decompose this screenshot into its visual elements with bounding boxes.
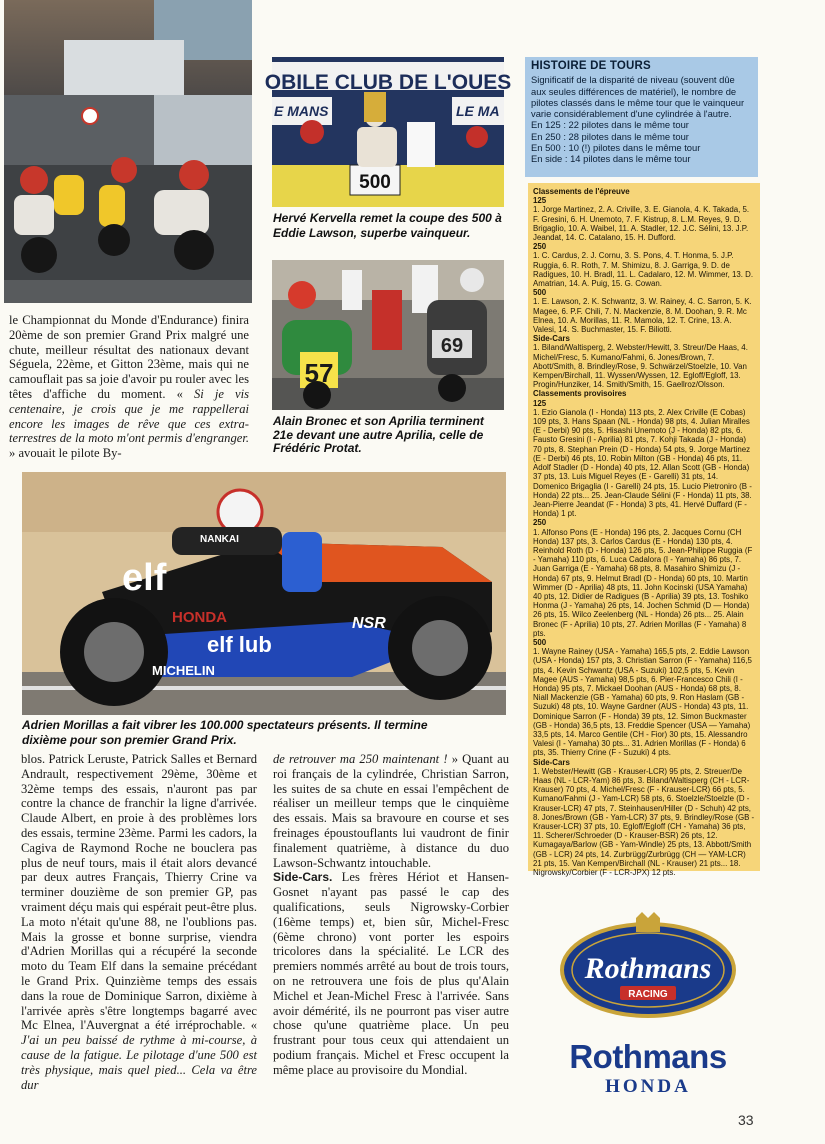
page-number: 33 — [738, 1112, 754, 1128]
podium-number: 500 — [359, 172, 391, 193]
podium-banner-right: LE MA — [456, 103, 500, 119]
standings-sidecars-head: Side-Cars — [533, 757, 570, 767]
rothmans-racing-badge — [558, 912, 738, 1020]
standings-250-head: 250 — [533, 518, 547, 528]
morillas-photo — [22, 472, 506, 715]
standings-500-head: 500 — [533, 637, 547, 647]
standings-125: 1. Ezio Gianola (I - Honda) 113 pts, 2. Alex Criville (E Cobas) 109 pts, 3. Hans Spaan (NL - Honda) 98 pts, 4. Julian Miralles (E - Derbi) 90 pts, 5. Hisashi Unemoto (J - Honda) 82 pts, 6. Fausto Gresini (I - Aprilia) 81 pts, 7. Kohji Takada (J - Honda) 70 pts, 8. Stephan Prein (D - Honda) 54 pts, 9. Jorge Martinez (E - Derbi) 46 pts, 10. Robin Milton (GB - Honda) 46 pts, 11. Adolf Stadler (D - Honda) 40 pts, 12. Allan Scott (GB - Honda) 37 pts, 13. Luis Miguel Reyes (E - Garelli) 31 pts, 14. Domenico Brigaglia (I - Garelli) 24 pts, 15. Lucio Pietroniro (B - Honda) 22 pts... 25. Jean-Claude Sélini (F - Honda) 11 pts, 38. Jean-Pierre Jeandat (F - Honda) 3 pts, 41. Hervé Duffard (F - Honda) 1 pt. — [533, 407, 752, 519]
badge-name: Rothmans — [584, 952, 712, 985]
article-top-text — [9, 313, 249, 461]
podium-caption: Hervé Kervella remet la coupe des 500 à Eddie Lawson, superbe vainqueur. — [273, 211, 502, 240]
standings-title: Classements provisoires — [533, 389, 627, 399]
article-top-text-a: le Championnat du Monde d'Endurance) finira 20ème de son premier Grand Prix malgré une chute, meilleur résultat des nationaux devant Séguela, 22ème, et Gitton 23ème, mais qui ne camouflait pas sa joie d'avoir pu rouler avec les têtes d'affiche du moment. « — [9, 313, 249, 401]
results-sidecars-head: Side-Cars — [533, 334, 570, 344]
morillas-brand-elflub: elf lub — [207, 632, 272, 657]
results-sidecars: 1. Biland/Waltisperg, 2. Webster/Hewitt, 3. Streur/De Haas, 4. Michel/Fresc, 5. Kumano/Fahmi, 6. Jones/Brown, 7. Abott/Smith, 8. Brindley/Rose, 9. Schwärzel/Stoelzle, 10. Van Kempen/Birchall, 11. Wyssen/Wyssen, 12. Egloff/Egloff, 13. Progin/Hunziker, 14. Smith/Smith, 15. Gaellroz/Olsson. — [533, 343, 748, 390]
morillas-caption-line1: Adrien Morillas a fait vibrer les 100.000 spectateurs présents. Il termine — [22, 718, 428, 732]
standings-sidecars: 1. Webster/Hewitt (GB - Krauser-LCR) 95 pts, 2. Streuer/De Haas (NL - LCR-Yam) 86 pts, 3. Biland/Waltisperg (CH - LCR-Krauser) 70 pts, 4. Michel/Fresc (F - Krauser-LCR) 66 pts, 5. Kumano/Fahmi (J - Yam-LCR) 58 pts, 6. Stoelzle/Stoelzle (D - Krauser-LCR) 47 pts, 7. Steinhausen/Hiller (D - Schuh) 42 pts, 8. Jones/Brown (GB - Yam-LCR) 37 pts, 9. Brindley/Rose (GB - Krauser-LCR) 37 pts, 10. Egloff/Egloff (CH - Yamaha) 36 pts, 11. Scherer/Schroeder (D - Krauser-BSR) 26 pts, 12. Kumagaya/Barlow (GB - Yam-Windle) 25 pts, 13. Abbott/Smith (GB - LCR) 24 pts, 14. Zurbrügg/Zurbrügg (CH — YAM-LCR) 21 pts, 15. Van Kempen/Birchall (NL - Krauser) 21 pts... 18. Nigrowsky/Corbier (F - LCR-JPX) 12 pts. — [533, 766, 755, 878]
grid-start-photo — [4, 0, 252, 303]
standings-500: 1. Wayne Rainey (USA - Yamaha) 165,5 pts, 2. Eddie Lawson (USA - Honda) 157 pts, 3. Christian Sarron (F - Yamaha) 116,5 pts, 4. Kevin Schwantz (USA - Suzuki) 102,5 pts, 5. Kevin Magee (AUS - Yamaha) 98,5 pts, 6. Pier-Francesco Chili (I - Honda) 95 pts, 7. Mickael Doohan (AUS - Honda) 68 pts, 8. Niall Mackenzie (GB - Yamaha) 60 pts, 9. Ron Haslam (GB - Suzuki) 48 pts, 10. Wayne Gardner (AUS - Honda) 43 pts, 11. Dominique Sarron (F - Honda) 39 pts, 12. Simon Buckmaster (GB - Honda) 36,5 pts, 13. Freddie Spencer (USA — Yamaha) 33,5 pts, 14. Marco Gentile (CH - Fior) 30 pts, 15. Alessandro Valesi (I - Yamaha) 30 pts... 31. Adrien Morillas (F - Honda) 6 pts, 35. Thierry Crine (F - Suzuki) 4 pts. — [533, 647, 752, 758]
badge-sub: RACING — [628, 989, 668, 1000]
results-500-head: 500 — [533, 288, 547, 298]
history-title: HISTOIRE DE TOURS — [531, 60, 651, 72]
podium-photo — [264, 57, 512, 207]
history-line: En 125 : 22 pilotes dans le même tour — [531, 119, 689, 131]
sidecars-heading: Side-Cars. — [273, 870, 333, 885]
article-col1-quote: J'ai un peu baissé de rythme à mi-course, à cause de la fatigue. Le pilotage d'une 500 est très physique, mais quel pied... Cela va être dur — [21, 1033, 257, 1092]
article-col2-quote: de retrouver ma 250 maintenant ! — [273, 752, 448, 766]
results-box — [528, 183, 760, 878]
article-col1-text: blos. Patrick Leruste, Patrick Salles et Bernard Andrault, respectivement 29ème, 30ème et 32ème temps des essais, n'auront pas par contre la chance de franchir la ligne d'arrivée. Claude Albert, en proie à des problèmes lors des essais, termine 23ème. Parmi les cadors, la Cagiva de Raymond Roche ne bouclera pas plus de neuf tours, mais il était alors devancé par deux autres Français, Thierry Crine va terminer douzième de son premier GP, pas vraiment déçu mais qui espérait peut-être plus. La moto n'était qu'une 88, ne l'oublions pas. Mais la grosse et bonne surprise, viendra d'Adrien Morillas qui a récupéré la seconde moto du Team Elf dans la semaine précédant le Grand Prix. Quinzième temps des essais dans la roue de Dominique Sarron, dixième à l'arrivée après s'être longtemps bagarré avec Mc Elnea, l'Auvergnat a été irréprochable. « — [21, 752, 257, 1033]
results-250-head: 250 — [533, 242, 547, 252]
morillas-brand-nankai: NANKAI — [200, 534, 239, 545]
history-line: En 250 : 28 pilotes dans le même tour — [531, 130, 689, 142]
history-line: En 500 : 10 (!) pilotes dans le même tour — [531, 142, 701, 154]
crown-icon — [636, 912, 660, 932]
results-250: 1. C. Cardus, 2. J. Cornu, 3. S. Pons, 4. T. Honma, 5. J.P. Ruggia, 6. R. Roth, 7. M. Shimizu, 8. J. Garriga, 9. D. de Radigues, 10. H. Bradl, 11. L. Cadalaro, 12. M. Wimmer, 13. D. Amatrian, 14. A. Puig, 15. G. Cowan. — [533, 251, 754, 289]
aprilia-caption-line1: Alain Bronec et son Aprilia terminent — [273, 414, 484, 428]
aprilia-photo — [272, 260, 504, 410]
aprilia-number-back: 69 — [440, 335, 464, 357]
aprilia-caption-line3: Frédéric Protat. — [273, 441, 362, 455]
morillas-brand-honda: HONDA — [172, 609, 227, 626]
morillas-brand-michelin: MICHELIN — [152, 663, 215, 678]
aprilia-caption — [273, 415, 505, 456]
aprilia-caption-line2: 21e devant une autre Aprilia, celle de — [273, 427, 484, 442]
results-title: Classements de l'épreuve — [533, 187, 630, 196]
article-col2-text-b: Les frères Hériot et Hansen-Gosnet n'ayant pas passé le cap des qualifications, seuls Nigrowsky-Corbier (16ème temps) et, bien sûr, Michel-Fresc (6ème chrono) vont porter les espoirs tricolores dans la spécialité. Le LCR des premiers nommés arrêté au bout de trois tours, on ne retrouvera une fois de plus qu'Alain Michel et Jean-Michel Fresc à l'arrivée. Sans avoir démérité, ils ne pourront pas viser autre chose qu'une quatrième place. Un peu frustrant pour tous ceux qui attendaient un podium français. Michel et Fresc occupent la même place au provisoire du Mondial. — [273, 870, 509, 1077]
history-line: En side : 14 pilotes dans le même tour — [531, 153, 691, 165]
article-column-2 — [273, 752, 509, 1078]
results-500: 1. E. Lawson, 2. K. Schwantz, 3. W. Rainey, 4. C. Sarron, 5. K. Magee, 6. P.F. Chili, 7. N. Mackenzie, 8. M. Doohan, 9. R. Mc Elnea, 10. A. Morillas, 11. R. Mamola, 12. T. Crine, 13. A. Valesi, 14. S. Buchmaster, 15. F. Biliotti. — [533, 297, 752, 335]
article-top-text-b: » avouait le pilote By- — [9, 446, 122, 461]
podium-banner-left: E MANS — [274, 103, 329, 119]
morillas-caption — [22, 718, 512, 747]
results-125-head: 125 — [533, 196, 547, 206]
results-125: 1. Jorge Martinez, 2. A. Criville, 3. E. Gianola, 4. K. Takada, 5. F. Gresini, 6. H. Unemoto, 7. F. Kistrup, 8. L.M. Reyes, 9. D. Brigaglio, 10. A. Waibel, 11. A. Stadler, 12. J.C. Sélini, 13. J.P. Jeandat, 14. C. Catalano, 15. H. Dufford. — [533, 205, 750, 243]
morillas-caption-line2: dixième pour son premier Grand Prix. — [22, 732, 237, 747]
rothmans-wordmark: Rothmans — [569, 1038, 727, 1075]
standings-125-head: 125 — [533, 398, 547, 408]
podium-banner-top: OBILE CLUB DE L'OUES — [264, 71, 512, 94]
article-column-1 — [21, 752, 257, 1092]
history-box — [525, 57, 758, 177]
standings-250: 1. Alfonso Pons (E - Honda) 196 pts, 2. Jacques Cornu (CH Honda) 137 pts, 3. Carlos Cardus (E - Honda) 130 pts, 4. Reinhold Roth (D - Honda) 126 pts, 5. Jean-Philippe Ruggia (F - Yamaha) 110 pts, 6. Luca Cadalora (I - Yamaha) 86 pts, 7. Juan Garriga (E - Yamaha) 68 pts, 8. Masahiro Shimizu (J - Honda) 67 pts, 9. Helmut Bradl (D - Honda) 60 pts, 10. Martin Wimmer (D - Aprilia) 48 pts, 11. John Kocinski (USA Yamaha) 40 pts, 12. Didier de Radigues (B - Aprilia) 39 pts, 13. Toshiko Honma (J - Yamaha) 26 pts, 14. Jochen Schmid (D — Honda) 26 pts, 15. Wilco Zeelenberg (NL - Honda) 26 pts... 25. Alain Bronec (F - Aprilia) 10 pts, 27. Adrien Morillas (F - Yamaha) 8 pts. — [533, 527, 753, 638]
honda-wordmark: HONDA — [605, 1076, 691, 1097]
article-top-quote: Si je vis centenaire, je crois que je me rappellerai encore les images de rêve que ces extra-terrestres de la moto m'ont permis d'engranger. — [9, 386, 249, 446]
morillas-brand-nsr: NSR — [352, 615, 386, 632]
morillas-brand-elf: elf — [122, 557, 167, 599]
aprilia-number-front: 57 — [304, 358, 334, 388]
history-intro: Significatif de la disparité de niveau (souvent dûe aux seules différences de matériel), le nombre de pilotes classés dans le même tour que le vainqueur varie considérablement d'une cylindrée à l'autre. — [531, 74, 745, 120]
article-col2-text-a: » Quant au roi français de la cylindrée, Christian Sarron, les suites de sa chute en essai l'empêchent de réaliser un meilleur temps que le cinquième des essais. Mais sa bravoure en course et ses freinages époustouflants lui vaudront de finir finalement quatrième, à distance du duo Lawson-Schwantz intouchable. — [273, 752, 509, 870]
